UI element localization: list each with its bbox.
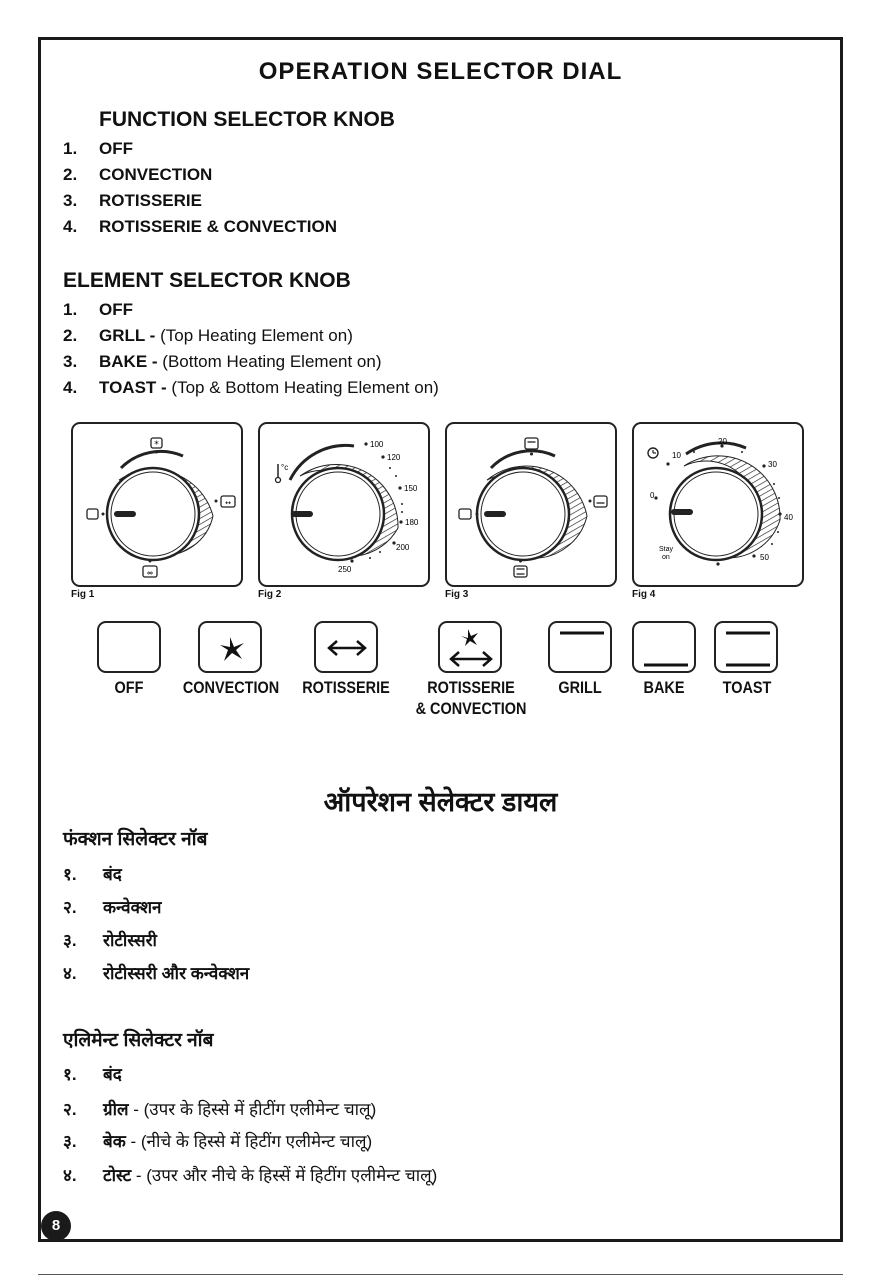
list-item: 1. OFF: [63, 139, 133, 158]
fig2-temperature-knob: [258, 422, 430, 587]
list-item: 1. OFF: [63, 300, 133, 319]
list-item: 3. BAKE - (Bottom Heating Element on): [63, 352, 382, 371]
svg-text:on: on: [662, 554, 670, 561]
hindi-title: ऑपरेशन सेलेक्टर डायल: [323, 787, 558, 817]
hindi-element-heading: एलिमेन्ट सिलेक्टर नॉब: [63, 1030, 214, 1051]
fig4-timer-knob: [632, 422, 804, 587]
element-heading: ELEMENT SELECTOR KNOB: [63, 269, 351, 292]
bottom-rule: [38, 1274, 843, 1275]
svg-text:20: 20: [718, 437, 727, 446]
list-item: २. कन्वेक्शन: [63, 898, 162, 917]
svg-text:50: 50: [760, 553, 769, 562]
rotisserie-arrow-icon: [314, 621, 378, 673]
convection-label: CONVECTION: [182, 678, 280, 697]
bake-label: BAKE: [643, 678, 685, 697]
toast-icon: [714, 621, 778, 673]
fig3-label: Fig 3: [445, 589, 469, 600]
off-icon: [97, 621, 161, 673]
off-label: OFF: [114, 678, 144, 697]
page-title: OPERATION SELECTOR DIAL: [258, 58, 623, 85]
svg-text:0: 0: [650, 491, 655, 500]
toast-label: TOAST: [722, 678, 772, 697]
svg-text:200: 200: [396, 543, 410, 552]
svg-text:*: *: [154, 440, 159, 450]
svg-text:10: 10: [672, 451, 681, 460]
list-item: 2. GRLL - (Top Heating Element on): [63, 326, 353, 345]
svg-text:250: 250: [338, 565, 352, 574]
page-number-badge: 8: [41, 1211, 71, 1241]
temp-unit: °c: [281, 463, 289, 472]
fig2-label: Fig 2: [258, 589, 282, 600]
svg-text:120: 120: [387, 453, 401, 462]
list-item: 3. ROTISSERIE: [63, 191, 202, 210]
convection-fan-icon: [198, 621, 262, 673]
list-item: ३. रोटीस्सरी: [63, 931, 157, 950]
list-item: 4. ROTISSERIE & CONVECTION: [63, 217, 338, 236]
svg-text:Stay: Stay: [659, 546, 674, 553]
svg-text:150: 150: [404, 484, 418, 493]
grill-icon: [548, 621, 612, 673]
list-item: 2. CONVECTION: [63, 165, 213, 184]
svg-text:180: 180: [405, 518, 419, 527]
list-item: ४. टोस्ट - (उपर और नीचे के हिस्सें में हिटींग एलीमेन्ट चालू): [63, 1166, 438, 1185]
list-item: ४. रोटीस्सरी और कन्वेक्शन: [63, 964, 250, 983]
fig1-label: Fig 1: [71, 589, 95, 600]
function-heading: FUNCTION SELECTOR KNOB: [99, 108, 395, 131]
list-item: २. ग्रील - (उपर के हिस्से में हीटींग एलीमेन्ट चालू): [63, 1100, 377, 1119]
svg-text:⤄: ⤄: [146, 569, 154, 577]
svg-text:30: 30: [768, 460, 777, 469]
hindi-function-heading: फंक्शन सिलेक्टर नॉब: [63, 829, 208, 850]
svg-text:↔: ↔: [225, 499, 231, 507]
fig1-function-knob: [71, 422, 243, 587]
fig4-label: Fig 4: [632, 589, 656, 600]
bake-icon: [632, 621, 696, 673]
svg-text:40: 40: [784, 513, 793, 522]
list-item: १. बंद: [63, 1065, 122, 1084]
list-item: १. बंद: [63, 865, 122, 884]
svg-text:100: 100: [370, 440, 384, 449]
list-item: ३. बेक - (नीचे के हिस्से में हिटींग एलीमेन्ट चालू): [63, 1132, 373, 1151]
rotisserie-label: ROTISSERIE: [302, 678, 390, 697]
rotisserie-convection-label: ROTISSERIE & CONVECTION: [415, 678, 527, 718]
rotisserie-convection-icon: [438, 621, 502, 673]
grill-label: GRILL: [558, 678, 602, 697]
fig3-element-knob: [445, 422, 617, 587]
list-item: 4. TOAST - (Top & Bottom Heating Element on): [63, 378, 439, 397]
